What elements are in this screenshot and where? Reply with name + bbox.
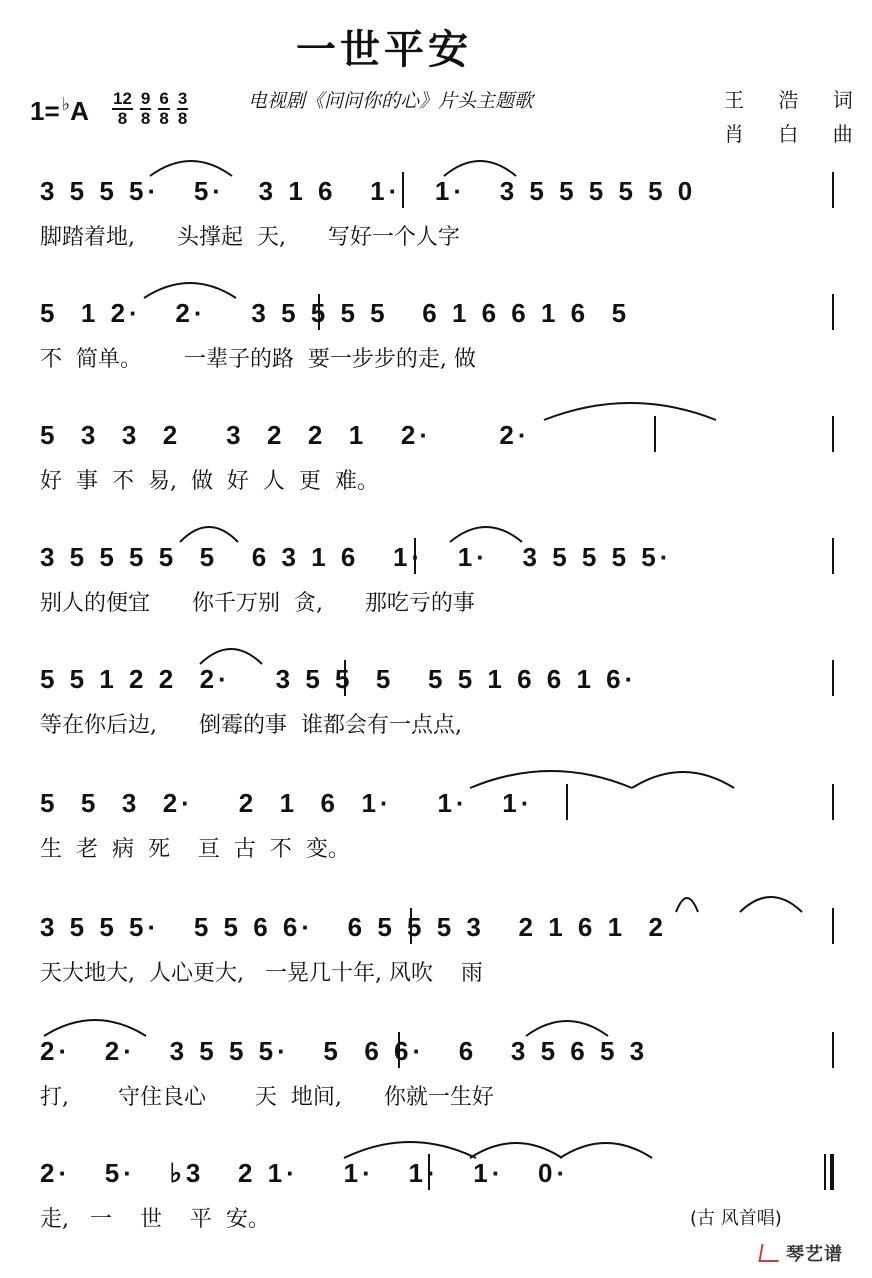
slur [736,886,806,916]
bar-line [824,1154,826,1190]
meter-12-8: 12 8 [113,89,132,128]
final-bar-line [830,1154,834,1190]
song-title: 一世平安 [296,27,472,73]
notation-line: 2· 5· ♭3 2 1· 1· 1· 1· 0· [40,1158,570,1188]
lyrics-line: 不 简单。 一辈子的路 要一步步的走, 做 [40,347,476,372]
lyrics-line: 脚踏着地, 头撑起 天, 写好一个人字 [40,225,460,250]
bar-line [832,908,834,944]
meter-6-8: 6 8 [159,89,169,128]
subtitle: 电视剧《问问你的心》片头主题歌 [248,90,534,112]
notation-line: 3 5 5 5· 5· 3 1 6 1· 1· 3 5 5 5 5 5 0 [40,176,697,206]
key-note: A [70,96,89,126]
bar-line [832,660,834,696]
slur [540,394,720,424]
score-system-4 [0,542,872,662]
meter-3-8: 3 8 [177,89,188,128]
notation-line: 3 5 5 5· 5 5 6 6· 6 5 5 5 3 2 1 6 1 2 [40,912,667,942]
score-system-3 [0,420,872,540]
key-signature [30,94,89,127]
lyrics-line: 打, 守住良心 天 地间, 你就一生好 [40,1085,494,1110]
lyrics-line: 生 老 病 死 亘 古 不 变。 [40,837,350,862]
lyrics-line: 别人的便宜 你千万别 贪, 那吃亏的事 [40,591,475,616]
lyricist-credit: 王 浩 词 [724,88,867,112]
bar-line [654,416,656,452]
flat-symbol: ♭ [61,94,71,114]
performer-credit: (古 风首唱) [690,1208,782,1229]
score-system-2 [0,298,872,418]
meter-9-8: 9 8 [140,89,151,128]
bar-line [832,538,834,574]
composer-credit: 肖 白 曲 [724,122,867,146]
notation-line: 5 1 2· 2· 3 5 5 5 5 6 1 6 6 1 6 5 [40,298,631,328]
logo-icon [758,1244,781,1262]
score-system-1 [0,176,872,296]
notation-line: 5 3 3 2 3 2 2 1 2· 2· [40,420,531,450]
slur [672,886,702,916]
key-label: 1= [30,96,60,126]
logo-text: 琴艺谱 [786,1244,843,1265]
time-signatures [112,90,188,128]
bar-line [832,784,834,820]
slur [556,1132,656,1162]
lyrics-line: 天大地大, 人心更大, 一晃几十年, 风吹 雨 [40,961,483,986]
notation-line: 2· 2· 3 5 5 5· 5 6 6· 6 3 5 6 5 3 [40,1036,649,1066]
score-system-5 [0,664,872,784]
bar-line [566,784,568,820]
lyrics-line: 等在你后边, 倒霉的事 谁都会有一点点, [40,713,462,738]
bar-line [832,416,834,452]
lyrics-line: 走, 一 世 平 安。 [40,1207,270,1232]
bar-line [832,172,834,208]
notation-line: 5 5 1 2 2 2· 3 5 5 5 5 5 1 6 6 1 6· [40,664,638,694]
bar-line [832,294,834,330]
notation-line: 5 5 3 2· 2 1 6 1· 1· 1· [40,788,534,818]
bar-line [832,1032,834,1068]
lyrics-line: 好 事 不 易, 做 好 人 更 难。 [40,469,379,494]
slur [628,762,738,792]
notation-line: 3 5 5 5 5 5 6 3 1 6 1· 1· 3 5 5 5 5· [40,542,673,572]
site-logo [760,1240,843,1266]
